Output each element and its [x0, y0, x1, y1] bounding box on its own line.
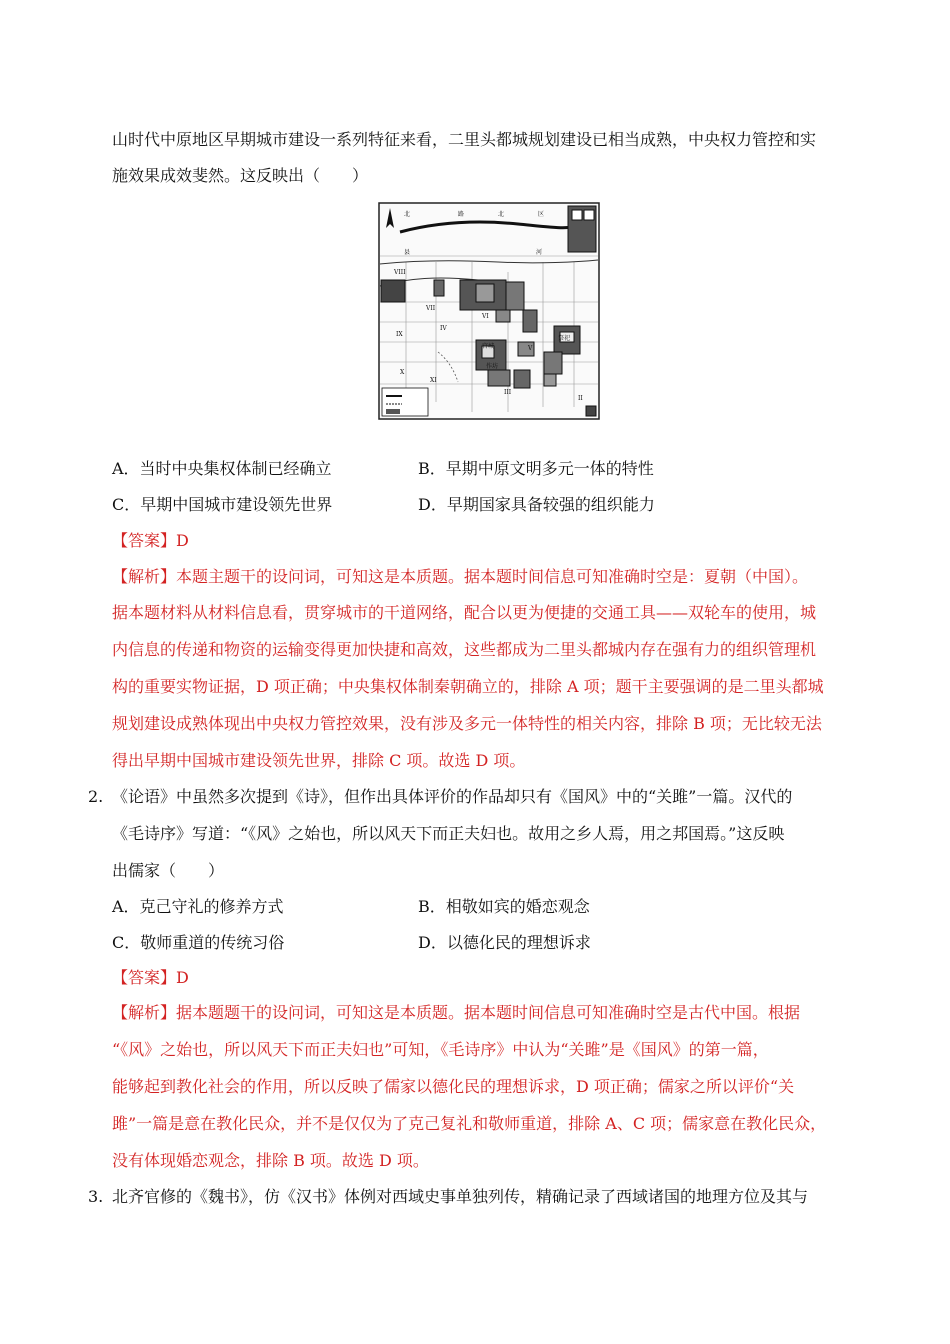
q2-number: 2.: [88, 787, 104, 806]
q2-analysis-line-5: 没有体现婚恋观念，排除 B 项。故选 D 项。: [112, 1151, 429, 1170]
q1-stem-line-2: 施效果成效斐然。这反映出（ ）: [112, 166, 369, 185]
analysis-text: 本题主题干的设问词，可知这是本质题。据本题时间信息可知准确时空是：夏朝（中国）。: [176, 567, 809, 586]
q1-analysis-line-6: 得出早期中国城市建设领先世界，排除 C 项。故选 D 项。: [112, 751, 526, 770]
erlitou-site-map: [378, 202, 600, 420]
q2-option-d: D．以德化民的理想诉求: [418, 933, 591, 952]
map-label: II: [578, 395, 583, 402]
map-label: 北: [404, 211, 411, 218]
map-label: 宫城: [482, 343, 495, 350]
q1-option-a: A．当时中央集权体制已经确立: [112, 459, 332, 478]
q1-answer: 【答案】D: [112, 531, 189, 550]
q2-analysis-line-3: 能够起到教化社会的作用，所以反映了儒家以德化民的理想诉求，D 项正确；儒家之所以评价“关: [112, 1077, 795, 1096]
q2-analysis-line-4: 雎”一篇是意在教化民众，并不是仅仅为了克己复礼和敬师重道，排除 A、C 项；儒家意在教化民众，: [112, 1114, 827, 1133]
q2-option-c: C．敬师重道的传统习俗: [112, 933, 285, 952]
map-label: VII: [426, 305, 436, 312]
q3-stem-line-1: 北齐官修的《魏书》，仿《汉书》体例对西域史事单独列传，精确记录了西域诸国的地理方位及其与: [112, 1187, 809, 1206]
analysis-label: 【解析】: [112, 567, 177, 586]
map-label: 祭祀: [558, 335, 571, 342]
q1-analysis-line-3: 内信息的传递和物资的运输变得更加快捷和高效，这些都成为二里头都城内存在强有力的组织管理机: [112, 640, 817, 659]
map-label: III: [504, 389, 512, 396]
map-label: 北: [498, 211, 505, 218]
q2-stem-line-2: 《毛诗序》写道：“《风》之始也，所以风天下而正夫妇也。故用之乡人焉，用之邦国焉。”这反映: [112, 824, 785, 843]
q1-analysis-line-5: 规划建设成熟体现出中央权力管控效果，没有涉及多元一体特性的相关内容，排除 B 项；无比较无法: [112, 714, 822, 733]
q2-option-a: A．克己守礼的修养方式: [112, 897, 284, 916]
q3-number: 3.: [88, 1187, 104, 1206]
q1-analysis-line-2: 据本题材料从材料信息看，贯穿城市的干道网络，配合以更为便捷的交通工具——双轮车的使用，城: [112, 603, 817, 622]
q1-option-d: D．早期国家具备较强的组织能力: [418, 495, 655, 514]
q2-stem-line-1: 《论语》中虽然多次提到《诗》，但作出具体评价的作品却只有《国风》中的“关雎”一篇。汉代的: [112, 787, 793, 806]
q1-analysis-line-1: [112, 567, 808, 587]
q1-analysis-line-4: 构的重要实物证据，D 项正确；中央集权体制秦朝确立的，排除 A 项；题干主要强调的是二里头都城: [112, 677, 824, 696]
q2-answer: 【答案】D: [112, 968, 189, 987]
map-label: 县: [404, 249, 411, 256]
q2-stem-line-3: 出儒家（ ）: [112, 861, 225, 880]
map-label: V: [528, 345, 533, 352]
map-label: 作坊: [486, 363, 499, 370]
map-label: IV: [440, 325, 447, 332]
q2-analysis-line-2: “《风》之始也，所以风天下而正夫妇也”可知，《毛诗序》中认为“关雎”是《国风》的第一篇，: [112, 1040, 769, 1059]
map-label: 路: [458, 211, 465, 218]
map-label: 河: [536, 249, 543, 256]
map-label: VI: [482, 313, 489, 320]
map-label: X: [400, 369, 405, 376]
analysis-text: 据本题题干的设问词，可知这是本质题。据本题时间信息可知准确时空是古代中国。根据: [176, 1003, 801, 1022]
map-label: 区: [538, 211, 545, 218]
map-label: IX: [396, 331, 403, 338]
analysis-label: 【解析】: [112, 1003, 177, 1022]
q1-option-c: C．早期中国城市建设领先世界: [112, 495, 333, 514]
q2-analysis-line-1: [112, 1003, 800, 1023]
map-label: VIII: [394, 269, 406, 276]
q2-option-b: B．相敬如宾的婚恋观念: [418, 897, 590, 916]
q1-option-b: B．早期中原文明多元一体的特性: [418, 459, 654, 478]
q1-stem-line-1: 山时代中原地区早期城市建设一系列特征来看，二里头都城规划建设已相当成熟，中央权力管控和实: [112, 130, 817, 149]
map-label: XI: [430, 377, 437, 384]
